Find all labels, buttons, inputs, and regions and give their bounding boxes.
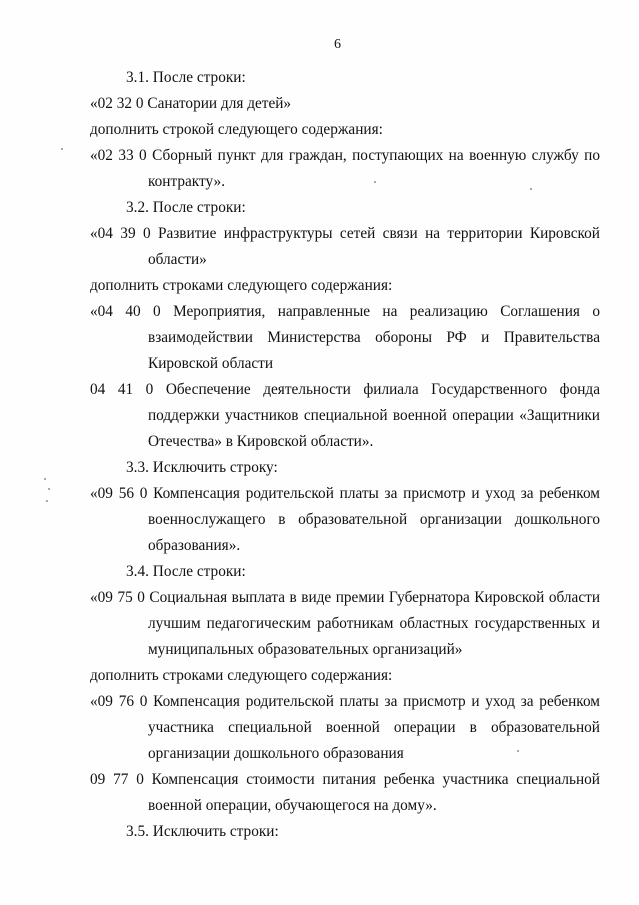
section-3-2-heading: 3.2. После строки: [126,199,246,216]
entry-04-40-line-2: взаимодействии Министерства обороны РФ и Правительства [148,329,600,346]
scan-speck [61,148,63,150]
scan-speck [374,181,376,183]
entry-04-41-line-2: поддержки участников специальной военной операции «Защитники [148,407,600,424]
entry-09-75-line-2: лучшим педагогическим работникам областных государственных и [148,615,600,632]
section-3-3-heading: 3.3. Исключить строку: [126,459,278,476]
scan-speck [517,750,519,752]
entry-04-39-line-2: области» [148,251,207,268]
entry-09-76-line-3: организации дошкольного образования [148,745,404,762]
entry-09-77-line-1: 09 77 0 Компенсация стоимости питания ребенка участника специальной [90,771,600,788]
scan-speck [48,488,50,490]
scan-speck [44,478,46,480]
entry-09-56-line-1: «09 56 0 Компенсация родительской платы за присмотр и уход за ребенком [90,485,600,502]
entry-09-56-line-2: военнослужащего в образовательной организации дошкольного [148,511,600,528]
entry-09-77-line-2: военной операции, обучающегося на дому». [148,797,437,814]
scan-speck [530,188,532,190]
instruction-line: дополнить строками следующего содержания: [90,667,393,684]
entry-09-76-line-1: «09 76 0 Компенсация родительской платы за присмотр и уход за ребенком [90,693,600,710]
entry-04-40-line-1: «04 40 0 Мероприятия, направленные на реализацию Соглашения о [90,303,600,320]
instruction-line: дополнить строкой следующего содержания: [90,121,383,138]
entry-04-40-line-3: Кировской области [148,355,274,372]
instruction-line: дополнить строками следующего содержания: [90,277,393,294]
section-3-1-heading: 3.1. После строки: [126,69,246,86]
entry-04-39-line-1: «04 39 0 Развитие инфраструктуры сетей связи на территории Кировской [90,225,600,242]
page-number: 6 [334,37,341,52]
entry-09-75-line-3: муниципальных образовательных организаций» [148,641,463,658]
entry-02-33-line-2: контракту». [148,173,226,190]
section-3-5-heading: 3.5. Исключить строки: [126,823,279,840]
entry-04-41-line-1: 04 41 0 Обеспечение деятельности филиала Государственного фонда [90,381,600,398]
entry-02-33-line-1: «02 33 0 Сборный пункт для граждан, поступающих на военную службу по [90,147,600,164]
scan-speck [46,500,48,502]
entry-09-76-line-2: участника специальной военной операции в образовательной [148,719,600,736]
entry-09-75-line-1: «09 75 0 Социальная выплата в виде премии Губернатора Кировской области [90,589,600,606]
quoted-line-02-32: «02 32 0 Санатории для детей» [90,95,292,112]
section-3-4-heading: 3.4. После строки: [126,563,246,580]
entry-09-56-line-3: образования». [148,537,241,554]
entry-04-41-line-3: Отечества» в Кировской области». [148,433,374,450]
